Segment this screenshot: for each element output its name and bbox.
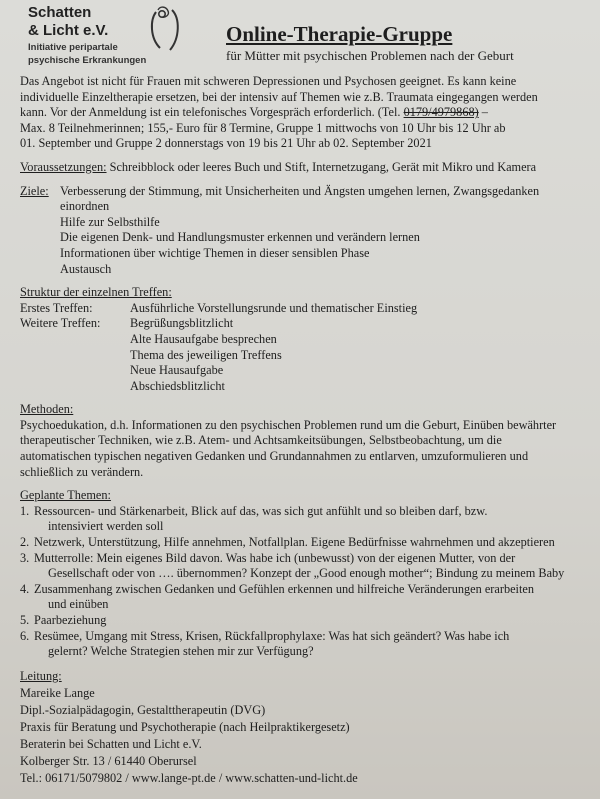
topic-line: und einüben xyxy=(48,597,109,612)
topics-section xyxy=(20,488,586,660)
goal-item: Informationen über wichtige Themen in dieser sensiblen Phase xyxy=(60,245,370,260)
structure-row-further xyxy=(20,316,586,394)
topic-item xyxy=(20,629,586,660)
goal-item: Die eigenen Denk- und Handlungsmuster erkennen und verändern lernen xyxy=(60,230,420,245)
intro-line: Das Angebot ist nicht für Frauen mit schweren Depressionen und Psychosen geeignet. Es kann keine xyxy=(20,74,517,88)
requirements-label: Voraussetzungen: xyxy=(20,159,107,174)
topic-number: 1. xyxy=(20,503,30,518)
topic-line: Resümee, Umgang mit Stress, Krisen, Rückfallprophylaxe: Was hat sich geändert? Was habe ich xyxy=(34,628,510,643)
topic-line: Mutterrolle: Mein eigenes Bild davon. Was habe ich (unbewusst) von der eigenen Mutter, von der xyxy=(34,550,516,565)
methods-line: therapeutischer Techniken, wie z.B. Atem- und Achtsamkeitsübungen, Selbstbeobachtung, um die xyxy=(20,433,502,448)
leader-contact-line: Tel.: 06171/5079802 / www.lange-pt.de / www.schatten-und-licht.de xyxy=(20,770,358,785)
goal-list xyxy=(20,199,586,277)
further-meeting-item: Begrüßungsblitzlicht xyxy=(130,316,234,331)
methods-line: automatischen typischen negativen Gedanken und Grundannahmen zu entlarven, umzuformulieren und xyxy=(20,449,529,464)
further-meetings-list xyxy=(130,316,282,394)
first-meeting-label: Erstes Treffen: xyxy=(20,300,93,315)
methods-section xyxy=(20,402,586,480)
intro-text: – xyxy=(478,105,488,120)
leader-line: Dipl.-Sozialpädagogin, Gestalttherapeutin (DVG) xyxy=(20,702,266,717)
goals-label: Ziele: xyxy=(20,183,49,198)
requirements-section xyxy=(20,160,586,176)
leader-heading: Leitung: xyxy=(20,668,62,683)
leader-section xyxy=(20,668,586,787)
topic-item xyxy=(20,551,586,582)
first-meeting-text: Ausführliche Vorstellungsrunde und thematischer Einstieg xyxy=(130,300,418,315)
goals-section xyxy=(20,184,586,278)
methods-line: Psychoedukation, d.h. Informationen zu den psychischen Problemen rund um die Geburt, Einüben bewährter xyxy=(20,417,557,432)
document-body xyxy=(20,74,586,787)
topic-item xyxy=(20,613,586,629)
leader-line: Kolberger Str. 13 / 61440 Oberursel xyxy=(20,753,197,768)
mother-child-logo-icon xyxy=(146,4,186,56)
organization-logo xyxy=(28,4,198,66)
leader-line: Mareike Lange xyxy=(20,685,95,700)
intro-text: kann. Vor der Anmeldung ist ein telefonisches Vorgespräch erforderlich. (Tel. xyxy=(20,105,404,120)
topic-number: 5. xyxy=(20,613,30,627)
header xyxy=(20,0,586,74)
further-meetings-label: Weitere Treffen: xyxy=(20,316,101,331)
goal-item: einordnen xyxy=(60,199,110,214)
topic-number: 6. xyxy=(20,628,30,643)
logo-name-line2: & Licht e.V. xyxy=(28,22,109,39)
further-meeting-item: Abschiedsblitzlicht xyxy=(130,378,225,393)
topic-line: gelernt? Welche Strategien stehen mir zur Verfügung? xyxy=(48,644,314,659)
further-meeting-item: Alte Hausaufgabe besprechen xyxy=(130,331,277,346)
topic-item xyxy=(20,535,586,551)
topic-line: Ressourcen- und Stärkenarbeit, Blick auf das, was sich gut anfühlt und so bleiben darf, bzw. xyxy=(34,503,488,518)
topic-number: 2. xyxy=(20,535,30,550)
leader-line: Beraterin bei Schatten und Licht e.V. xyxy=(20,736,202,751)
logo-sub-line2: psychische Erkrankungen xyxy=(28,55,147,66)
page-title: Online-Therapie-Gruppe xyxy=(226,22,453,46)
intro-line xyxy=(20,105,586,121)
goal-item: Hilfe zur Selbsthilfe xyxy=(60,214,160,229)
leader-line: Praxis für Beratung und Psychotherapie (nach Heilpraktikergesetz) xyxy=(20,719,350,734)
goal-item: Austausch xyxy=(60,261,112,276)
methods-heading: Methoden: xyxy=(20,402,74,417)
goal-row xyxy=(20,184,586,200)
intro-paragraph xyxy=(20,74,586,152)
topic-number: 3. xyxy=(20,550,30,565)
structure-heading: Struktur der einzelnen Treffen: xyxy=(20,285,172,300)
topic-line: Paarbeziehung xyxy=(34,613,107,627)
topic-line: Netzwerk, Unterstützung, Hilfe annehmen, Notfallplan. Eigene Bedürfnisse wahrnehmen und akzeptieren xyxy=(34,535,555,550)
structure-section xyxy=(20,285,586,394)
intro-line: 01. September und Gruppe 2 donnerstags von 19 bis 21 Uhr ab 02. September 2021 xyxy=(20,136,432,151)
topics-heading: Geplante Themen: xyxy=(20,488,111,503)
topic-line: Zusammenhang zwischen Gedanken und Gefühlen erkennen und hilfreiche Veränderungen erarbeiten xyxy=(34,581,534,596)
logo-sub-line1: Initiative peripartale xyxy=(28,42,118,53)
structure-row-first xyxy=(20,301,586,317)
topic-item xyxy=(20,504,586,535)
title-block xyxy=(226,22,600,64)
phone-number: 0179/4979868) xyxy=(403,105,479,120)
further-meeting-item: Neue Hausaufgabe xyxy=(130,363,224,378)
intro-line: Max. 8 Teilnehmerinnen; 155,- Euro für 8 Termine, Gruppe 1 mittwochs von 10 Uhr bis 12 Uhr ab xyxy=(20,120,506,135)
topic-line: Gesellschaft oder von …. übernommen? Konzept der „Good enough mother“; Bindung zu meinem Baby xyxy=(48,566,565,581)
page-subtitle: für Mütter mit psychischen Problemen nach der Geburt xyxy=(226,48,514,63)
topic-item xyxy=(20,582,586,613)
methods-line: schließlich zu verändern. xyxy=(20,464,144,479)
topic-line: intensiviert werden soll xyxy=(48,519,164,534)
goal-item: Verbesserung der Stimmung, mit Unsicherheiten und Ängsten umgehen lernen, Zwangsgedanken xyxy=(60,183,540,198)
logo-name-line1: Schatten xyxy=(28,4,92,21)
topic-number: 4. xyxy=(20,581,30,596)
intro-line: individuelle Einzeltherapie ersetzen, bei der intensiv auf Themen wie z.B. Traumata eingegangen werden xyxy=(20,89,538,104)
requirements-text: Schreibblock oder leeres Buch und Stift, Internetzugang, Gerät mit Mikro und Kamera xyxy=(106,159,537,174)
further-meeting-item: Thema des jeweiligen Treffens xyxy=(130,347,282,362)
